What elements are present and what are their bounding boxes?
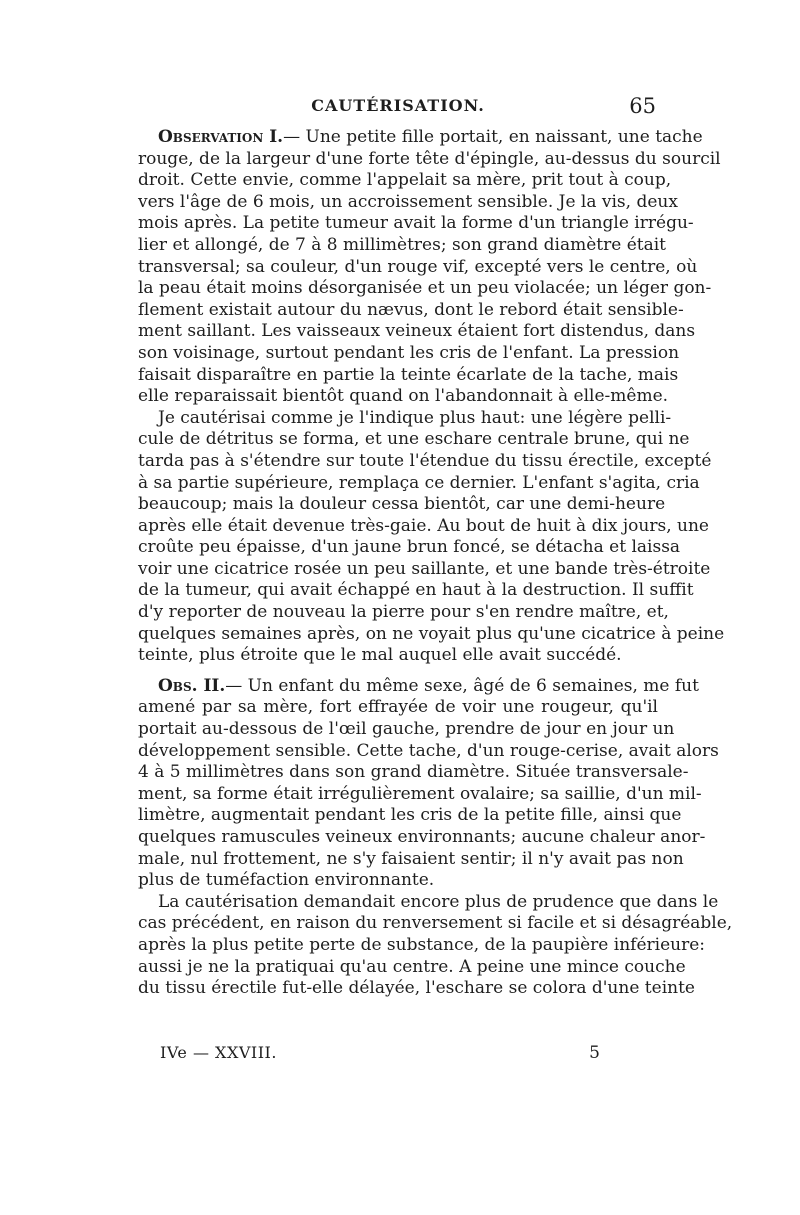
text-line: Obs. II.— Un enfant du même sexe, âgé de 6 semaines, me fut	[158, 675, 699, 696]
sheet-number: 5	[589, 1043, 600, 1063]
text-line: faisait disparaître en partie la teinte écarlate de la tache, mais	[138, 364, 679, 385]
text-line: 4 à 5 millimètres dans son grand diamètre. Située transversale-	[138, 762, 689, 783]
text-line: voir une cicatrice rosée un peu saillante, et une bande très-étroite	[138, 558, 711, 579]
text-line: la peau était moins désorganisée et un peu violacée; un léger gon-	[138, 278, 712, 299]
text-line: teinte, plus étroite que le mal auquel elle avait succédé.	[138, 645, 622, 666]
running-title: CAUTÉRISATION.	[311, 96, 485, 115]
paragraph-cauterisation-2	[138, 891, 733, 1000]
text-line: après la plus petite perte de substance, de la paupière inférieure:	[138, 934, 705, 955]
text-line: rouge, de la largeur d'une forte tête d'épingle, au-dessus du sourcil	[138, 148, 721, 169]
text-line: croûte peu épaisse, d'un jaune brun foncé, se détacha et laissa	[138, 537, 681, 558]
text-line: plus de tuméfaction environnante.	[138, 870, 435, 891]
text-line: amené par sa mère, fort effrayée de voir une rougeur, qu'il	[138, 697, 658, 718]
text-line: cule de détritus se forma, et une eschare centrale brune, qui ne	[138, 429, 690, 450]
paragraph-gap	[138, 667, 658, 676]
text-line: à sa partie supérieure, remplaça ce dernier. L'enfant s'agita, cria	[138, 472, 700, 493]
text-line: Observation I.— Une petite fille portait, en naissant, une tache	[158, 127, 703, 147]
printer-signature: IVe — XXVIII.	[160, 1043, 277, 1062]
text-line: droit. Cette envie, comme l'appelait sa mère, prit tout à coup,	[138, 170, 672, 191]
text-line: tarda pas à s'étendre sur toute l'étendue du tissu érectile, excepté	[138, 450, 712, 471]
text-line: beaucoup; mais la douleur cessa bientôt, car une demi-heure	[138, 494, 666, 515]
text-line: lier et allongé, de 7 à 8 millimètres; son grand diamètre était	[138, 234, 666, 255]
text-line: Je cautérisai comme je l'indique plus haut: une légère pelli-	[158, 407, 672, 428]
body-text	[138, 127, 733, 1000]
text-line: de la tumeur, qui avait échappé en haut à la destruction. Il suffit	[138, 580, 694, 601]
text-line: mois après. La petite tumeur avait la forme d'un triangle irrégu-	[138, 213, 694, 234]
text-line: après elle était devenue très-gaie. Au bout de huit à dix jours, une	[138, 515, 709, 536]
page-number: 65	[629, 94, 656, 118]
text-line: d'y reporter de nouveau la pierre pour s'en rendre maître, et,	[138, 602, 669, 623]
running-head	[138, 96, 658, 124]
page-footer	[160, 1043, 610, 1067]
text-line: transversal; sa couleur, d'un rouge vif, excepté vers le centre, où	[138, 256, 698, 277]
text-line: son voisinage, surtout pendant les cris de l'enfant. La pression	[138, 342, 680, 363]
text-line: vers l'âge de 6 mois, un accroissement sensible. Je la vis, deux	[138, 191, 678, 212]
paragraph-observation-2	[138, 675, 719, 892]
text-line: male, nul frottement, ne s'y faisaient sentir; il n'y avait pas non	[138, 848, 684, 869]
text-line: elle reparaissait bientôt quand on l'abandonnait à elle-même.	[138, 386, 669, 407]
text-line: aussi je ne la pratiquai qu'au centre. A peine une mince couche	[138, 956, 686, 977]
text-line: cas précédent, en raison du renversement si facile et si désagréable,	[138, 913, 733, 934]
text-line: ment, sa forme était irrégulièrement ovalaire; sa saillie, d'un mil-	[138, 783, 702, 804]
observation-lead: Observation I.	[158, 127, 284, 147]
text-line: développement sensible. Cette tache, d'un rouge-cerise, avait alors	[138, 740, 719, 761]
observation-lead: Obs. II.	[158, 675, 226, 696]
paragraph-cauterisation-1	[138, 407, 725, 667]
paragraph-observation-1	[138, 127, 721, 408]
text-line: flement existait autour du nævus, dont le rebord était sensible-	[138, 299, 684, 320]
text-line: portait au-dessous de l'œil gauche, prendre de jour en jour un	[138, 719, 675, 740]
text-line: quelques ramuscules veineux environnants; aucune chaleur anor-	[138, 827, 706, 847]
text-line: La cautérisation demandait encore plus de prudence que dans le	[158, 891, 719, 912]
text-line: quelques semaines après, on ne voyait plus qu'une cicatrice à peine	[138, 623, 725, 644]
text-line: ment saillant. Les vaisseaux veineux étaient fort distendus, dans	[138, 321, 696, 342]
text-line: limètre, augmentait pendant les cris de la petite fille, ainsi que	[138, 805, 682, 826]
text-line: du tissu érectile fut-elle délayée, l'eschare se colora d'une teinte	[138, 978, 695, 999]
